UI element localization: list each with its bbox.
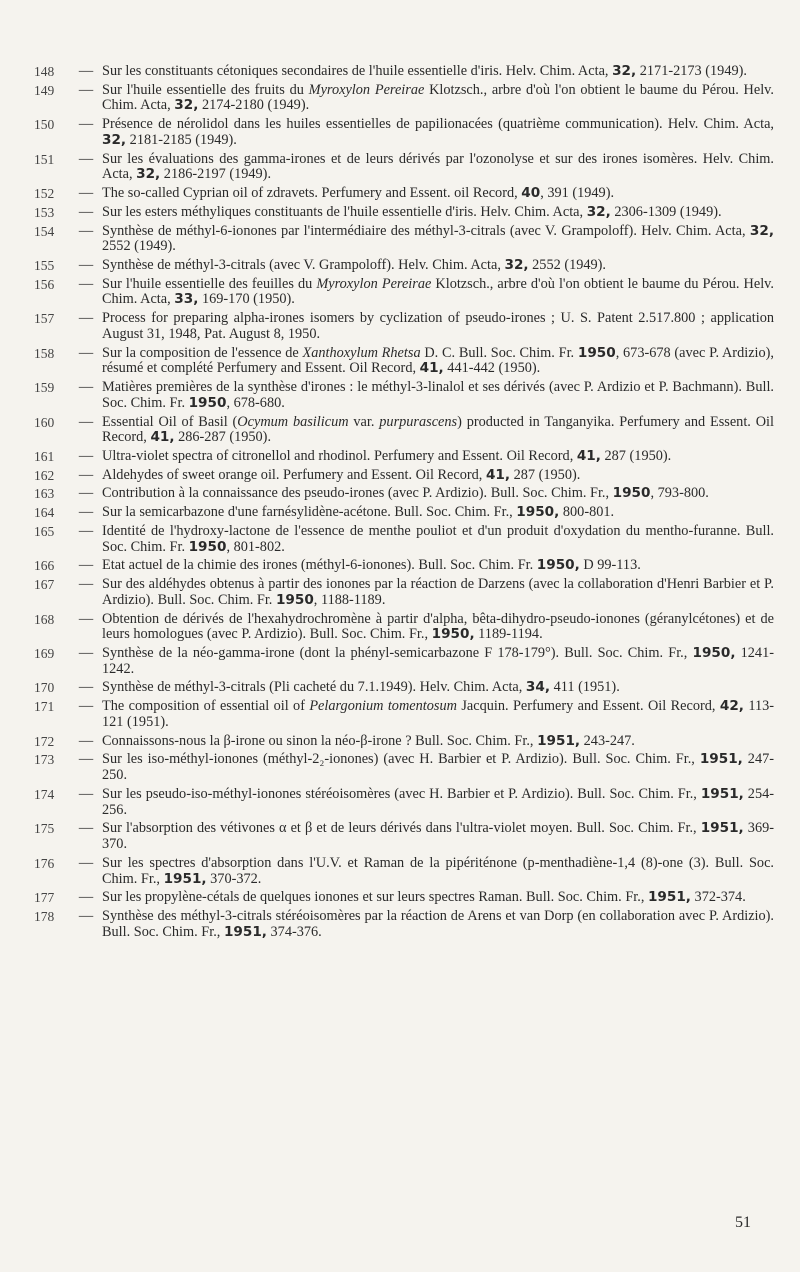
volume-number: 34, <box>525 679 551 696</box>
entry-text <box>102 468 774 484</box>
entry-number: 153 <box>34 204 55 220</box>
entry-dash: — <box>78 185 94 202</box>
volume-number: 32, <box>749 222 774 239</box>
entry-number: 150 <box>34 117 55 133</box>
entry-text-segment: 441-442 (1950). <box>443 360 541 377</box>
entry-text-segment: Synthèse de méthyl-6-ionones par l'intermédiaire des méthyl-3-citrals (avec V. Grampoloff). Helv. Chim. Acta, <box>102 222 750 239</box>
entry-number: 152 <box>34 186 55 202</box>
entry-text-segment: ) producted in Tanganyika. Perfumery and Essent. Oil Record, <box>102 413 774 446</box>
volume-number: 1951, <box>699 751 743 768</box>
entry-number: 170 <box>34 680 55 696</box>
entry-number: 151 <box>34 151 55 167</box>
volume-number: 41, <box>576 448 601 465</box>
entry-text-segment: Connaissons-nous la β-irone ou sinon la néo-β-irone ? Bull. Soc. Chim. Fr., <box>102 732 538 749</box>
volume-number: 32, <box>612 63 637 79</box>
entry-number: 168 <box>34 611 55 627</box>
volume-number: 1950 <box>577 344 616 361</box>
bibliography-entry <box>34 699 774 731</box>
volume-number: 32, <box>102 131 127 148</box>
entry-dash: — <box>78 379 94 396</box>
entry-text-segment: Contribution à la connaissance des pseudo-irones (avec P. Ardizio). Bull. Soc. Chim. Fr., <box>102 485 613 502</box>
entry-number: 173 <box>34 752 55 768</box>
entry-dash: — <box>78 679 94 696</box>
entry-dash: — <box>78 785 94 802</box>
entry-number: 158 <box>34 345 55 361</box>
entry-dash: — <box>78 448 94 465</box>
bibliography-entry <box>34 117 774 149</box>
volume-number: 33, <box>174 291 199 308</box>
entry-number: 171 <box>34 699 55 715</box>
entry-dash: — <box>78 820 94 837</box>
entry-number: 156 <box>34 276 55 292</box>
entry-number: 172 <box>34 733 55 749</box>
bibliography-list <box>34 64 774 943</box>
entry-text <box>102 821 774 853</box>
entry-text <box>102 577 774 609</box>
entry-text-segment: Sur les spectres d'absorption dans l'U.V. et Raman de la pipériténone (p-menthadiène-1,4 (8)-one (3). Bull. Soc. Chim. Fr., <box>102 854 774 887</box>
entry-text <box>102 909 774 941</box>
entry-text-segment: The composition of essential oil of <box>102 698 310 715</box>
entry-number: 167 <box>34 577 55 593</box>
bibliography-entry <box>34 224 774 256</box>
entry-dash: — <box>78 150 94 167</box>
entry-text <box>102 258 774 274</box>
entry-text-segment: , 391 (1949). <box>540 185 615 202</box>
species-name: Xanthoxylum Rhetsa <box>302 344 421 361</box>
entry-number: 149 <box>34 82 55 98</box>
volume-number: 1950, <box>516 504 560 521</box>
entry-text-segment: Synthèse de la néo-gamma-irone (dont la phényl-semicarbazone F 178-179°). Bull. Soc. Chim. Fr., <box>102 645 693 661</box>
entry-dash: — <box>78 645 94 661</box>
volume-number: 41, <box>150 429 175 446</box>
entry-text-segment: 800-801. <box>559 504 615 521</box>
entry-text <box>102 152 774 184</box>
entry-text-segment: 169-170 (1950). <box>198 291 295 308</box>
entry-text-segment: 374-376. <box>266 923 322 940</box>
entry-text-segment: , 1188-1189. <box>313 591 386 608</box>
volume-number: 32, <box>136 166 161 183</box>
entry-text-segment: 243-247. <box>580 732 635 749</box>
bibliography-entry <box>34 205 774 221</box>
species-name: purpurascens <box>379 413 458 430</box>
entry-text-segment: , 678-680. <box>226 394 285 411</box>
entry-text <box>102 890 774 906</box>
volume-number: 42, <box>719 698 744 715</box>
bibliography-entry <box>34 577 774 609</box>
entry-text-segment: , 801-802. <box>226 538 285 555</box>
entry-text-segment: 113-121 (1951). <box>102 698 775 730</box>
bibliography-entry <box>34 346 774 378</box>
entry-text-segment: Sur la composition de l'essence de <box>102 344 303 361</box>
entry-text <box>102 752 774 784</box>
bibliography-entry <box>34 258 774 274</box>
volume-number: 1951, <box>537 732 581 749</box>
entry-text <box>102 734 774 750</box>
entry-text-segment: Klotzsch., arbre d'où l'on obtient le baume du Pérou. Helv. Chim. Acta, <box>102 81 774 114</box>
volume-number: 1950, <box>431 626 475 643</box>
entry-text-segment: Obtention de dérivés de l'hexahydrochromène à partir d'alpha, bêta-dihydro-pseudo-ionones (géranylcétones) et de leurs homologues (avec P. Ardizio). Bull. Soc. Chim. Fr., <box>102 610 774 643</box>
bibliography-entry <box>34 890 774 906</box>
volume-number: 40 <box>521 185 541 202</box>
entry-text <box>102 646 774 678</box>
entry-dash: — <box>78 485 94 502</box>
entry-text-segment: 2186-2197 (1949). <box>160 166 272 183</box>
entry-text-segment: Sur les constituants cétoniques secondaires de l'huile essentielle d'iris. Helv. Chim. Acta, <box>102 63 613 79</box>
bibliography-entry <box>34 380 774 412</box>
entry-text <box>102 524 774 556</box>
entry-number: 148 <box>34 64 55 79</box>
volume-number: 41, <box>419 360 444 377</box>
entry-number: 160 <box>34 414 55 430</box>
entry-number: 169 <box>34 646 55 661</box>
entry-dash: — <box>78 698 94 715</box>
bibliography-entry <box>34 152 774 184</box>
bibliography-entry <box>34 83 774 115</box>
entry-text-segment: , 793-800. <box>650 485 709 502</box>
entry-text <box>102 186 774 202</box>
entry-dash: — <box>78 222 94 239</box>
entry-dash: — <box>78 751 94 768</box>
entry-number: 166 <box>34 558 55 574</box>
entry-dash: — <box>78 466 94 483</box>
entry-text <box>102 699 774 731</box>
bibliography-entry <box>34 734 774 750</box>
entry-text <box>102 277 774 309</box>
entry-dash: — <box>78 344 94 361</box>
entry-text <box>102 787 774 819</box>
entry-text-segment: Sur des aldéhydes obtenus à partir des ionones par la réaction de Darzens (avec la collaboration d'Henri Barbier et P. Ardizio). Bull. Soc. Chim. Fr. <box>102 576 774 608</box>
bibliography-entry <box>34 311 774 343</box>
bibliography-entry <box>34 856 774 888</box>
bibliography-entry <box>34 64 774 80</box>
entry-text-segment: 287 (1950). <box>600 448 672 465</box>
entry-dash: — <box>78 257 94 273</box>
entry-number: 162 <box>34 467 55 483</box>
entry-text-segment: 247-250. <box>102 751 774 784</box>
volume-number: 1950 <box>612 485 651 502</box>
entry-number: 176 <box>34 855 55 871</box>
entry-dash: — <box>78 907 94 924</box>
entry-text-segment: 2171-2173 (1949). <box>636 63 747 79</box>
entry-text-segment: 1241-1242. <box>102 645 774 677</box>
entry-text <box>102 558 774 574</box>
entry-number: 164 <box>34 505 55 521</box>
entry-text <box>102 224 774 256</box>
entry-dash: — <box>78 81 94 98</box>
entry-text <box>102 856 774 888</box>
bibliography-entry <box>34 277 774 309</box>
entry-text-segment: Process for preparing alpha-irones isomers by cyclization of pseudo-irones ; U. S. Patent 2.517.800 ; application August 31, 1948, Pat. August 8, 1950. <box>102 310 774 342</box>
entry-text-segment: 370-372. <box>206 870 262 887</box>
volume-number: 1951, <box>163 870 207 887</box>
entry-number: 175 <box>34 821 55 837</box>
entry-dash: — <box>78 310 94 327</box>
volume-number: 1951, <box>647 889 691 906</box>
bibliography-entry <box>34 558 774 574</box>
entry-text-segment: Sur les esters méthyliques constituants de l'huile essentielle d'iris. Helv. Chim. Acta, <box>102 203 587 220</box>
entry-text-segment: 2174-2180 (1949). <box>198 97 310 114</box>
entry-dash: — <box>78 557 94 574</box>
entry-text-segment: Sur l'absorption des vétivones α et β et de leurs dérivés dans l'ultra-violet moyen. Bull. Soc. Chim. Fr., <box>102 820 701 837</box>
entry-text-segment: 372-374. <box>690 889 746 906</box>
bibliography-entry <box>34 486 774 502</box>
entry-text <box>102 505 774 521</box>
entry-dash: — <box>78 203 94 220</box>
entry-text-segment: 2552 (1949). <box>102 238 176 255</box>
entry-text-segment: 411 (1951). <box>550 679 620 696</box>
entry-number: 178 <box>34 908 55 924</box>
volume-number: 1950 <box>188 394 227 411</box>
species-name: Ocymum basilicum <box>237 413 349 430</box>
entry-text-segment: Sur l'huile essentielle des fruits du <box>102 81 309 98</box>
entry-dash: — <box>78 854 94 871</box>
entry-text-segment: 2181-2185 (1949). <box>126 131 237 148</box>
bibliography-entry <box>34 524 774 556</box>
entry-text-segment: Matières premières de la synthèse d'irones : le méthyl-3-linalol et ses dérivés (avec P. Ardizio et P. Bachmann). Bull. Soc. Chim. Fr. <box>102 379 774 411</box>
entry-text <box>102 346 774 378</box>
entry-number: 165 <box>34 523 55 539</box>
entry-dash: — <box>78 116 94 133</box>
species-name: Pelargonium tomentosum <box>309 698 457 715</box>
volume-number: 1950, <box>692 645 736 661</box>
entry-number: 159 <box>34 380 55 396</box>
bibliography-entry <box>34 415 774 447</box>
entry-text-segment: Aldehydes of sweet orange oil. Perfumery and Essent. Oil Record, <box>102 466 486 483</box>
volume-number: 32, <box>586 203 611 220</box>
entry-text-segment: Synthèse de méthyl-3-citrals (avec V. Grampoloff). Helv. Chim. Acta, <box>102 257 505 273</box>
entry-text <box>102 117 774 149</box>
entry-text <box>102 680 774 696</box>
entry-text-segment: 2306-1309 (1949). <box>610 203 722 220</box>
entry-text <box>102 486 774 502</box>
entry-text-segment: 254-256. <box>102 785 775 818</box>
entry-text-segment: 286-287 (1950). <box>174 429 272 446</box>
entry-text-segment: 1189-1194. <box>474 626 543 643</box>
entry-text-segment: 369-370. <box>102 820 775 853</box>
entry-text-segment: Identité de l'hydroxy-lactone de l'essence de menthe pouliot et d'un produit d'oxydation du menthо-furanne. Bull. Soc. Chim. Fr. <box>102 522 774 555</box>
entry-text-segment: D. C. Bull. Soc. Chim. Fr. <box>420 344 578 361</box>
entry-text-segment: Essential Oil of Basil ( <box>102 413 238 430</box>
entry-number: 174 <box>34 786 55 802</box>
entry-dash: — <box>78 576 94 593</box>
entry-text-segment: 2552 (1949). <box>528 257 607 273</box>
species-name: Myroxylon Pereirae <box>316 275 432 292</box>
volume-number: 41, <box>485 466 511 483</box>
volume-number: 1951, <box>700 820 744 837</box>
entry-text-segment: Sur la semicarbazone d'une farnésylidène-acétone. Bull. Soc. Chim. Fr., <box>102 504 517 521</box>
entry-text-segment: Sur les iso-méthyl-ionones (méthyl-2₂-ionones) (avec H. Barbier et P. Ardizio). Bull. Soc. Chim. Fr., <box>102 751 700 768</box>
entry-dash: — <box>78 504 94 521</box>
volume-number: 32, <box>174 97 199 114</box>
entry-text-segment: D 99-113. <box>579 557 641 574</box>
entry-text <box>102 64 774 80</box>
entry-dash: — <box>78 413 94 430</box>
entry-number: 163 <box>34 486 55 502</box>
bibliography-entry <box>34 752 774 784</box>
entry-text-segment: Ultra-violet spectra of citronellol and rhodinol. Perfumery and Essent. Oil Record, <box>102 448 577 465</box>
volume-number: 1950, <box>536 557 580 574</box>
volume-number: 1950 <box>188 538 227 555</box>
entry-number: 157 <box>34 311 55 327</box>
entry-text-segment: var. <box>348 413 380 430</box>
entry-text-segment: Sur les évaluations des gamma-irones et de leurs dérivés par l'ozonolyse et sur des irones isomères. Helv. Chim. Acta, <box>102 150 774 183</box>
entry-text-segment: Klotzsch., arbre d'où l'on obtient le baume du Pérou. Helv. Chim. Acta, <box>102 275 774 308</box>
entry-dash: — <box>78 610 94 627</box>
entry-text-segment: Synthèse de méthyl-3-citrals (Pli cacheté du 7.1.1949). Helv. Chim. Acta, <box>102 679 526 696</box>
bibliography-entry <box>34 909 774 941</box>
entry-text-segment: Sur l'huile essentielle des feuilles du <box>102 275 317 292</box>
bibliography-entry <box>34 646 774 678</box>
bibliography-entry <box>34 680 774 696</box>
bibliography-entry <box>34 821 774 853</box>
entry-text <box>102 311 774 343</box>
entry-text <box>102 612 774 644</box>
entry-dash: — <box>78 889 94 906</box>
page-number: 51 <box>735 1214 751 1231</box>
entry-dash: — <box>78 522 94 539</box>
entry-number: 161 <box>34 449 55 465</box>
entry-text-segment: Jacquin. Perfumery and Essent. Oil Record, <box>456 698 720 715</box>
entry-number: 177 <box>34 890 55 906</box>
entry-text <box>102 205 774 221</box>
entry-text-segment: , 673-678 (avec P. Ardizio), résumé et complété Perfumery and Essent. Oil Record, <box>102 344 774 377</box>
volume-number: 1951, <box>223 923 267 940</box>
volume-number: 1950 <box>275 591 314 608</box>
entry-number: 155 <box>34 258 55 273</box>
entry-text <box>102 83 774 115</box>
entry-dash: — <box>78 732 94 749</box>
entry-text <box>102 380 774 412</box>
entry-text-segment: Sur les propylène-cétals de quelques ionones et sur leurs spectres Raman. Bull. Soc. Chim. Fr., <box>102 889 648 906</box>
entry-text <box>102 449 774 465</box>
species-name: Myroxylon Pereirae <box>308 81 425 98</box>
entry-text-segment: 287 (1950). <box>510 466 581 483</box>
entry-dash: — <box>78 63 94 79</box>
bibliography-entry <box>34 468 774 484</box>
entry-number: 154 <box>34 223 55 239</box>
bibliography-entry <box>34 612 774 644</box>
bibliography-entry <box>34 505 774 521</box>
entry-text <box>102 415 774 447</box>
entry-text-segment: Etat actuel de la chimie des irones (méthyl-6-ionones). Bull. Soc. Chim. Fr. <box>102 557 537 574</box>
entry-text-segment: Synthèse des méthyl-3-citrals stéréoisomères par la réaction de Arens et van Dorp (en collaboration avec P. Ardizio). Bull. Soc. Chim. Fr., <box>102 907 774 940</box>
entry-text-segment: Sur les pseudo-iso-méthyl-ionones stéréoisomères (avec H. Barbier et P. Ardizio). Bull. Soc. Chim. Fr., <box>102 785 701 802</box>
bibliography-entry <box>34 186 774 202</box>
entry-dash: — <box>78 275 94 292</box>
volume-number: 32, <box>504 257 529 273</box>
entry-text-segment: Présence de nérolidol dans les huiles essentielles de papilionacées (quatrième communication). Helv. Chim. Acta, <box>102 116 774 133</box>
bibliography-entry <box>34 449 774 465</box>
entry-text-segment: The so-called Cyprian oil of zdravets. Perfumery and Essent. oil Record, <box>102 185 522 202</box>
bibliography-entry <box>34 787 774 819</box>
volume-number: 1951, <box>700 785 744 802</box>
